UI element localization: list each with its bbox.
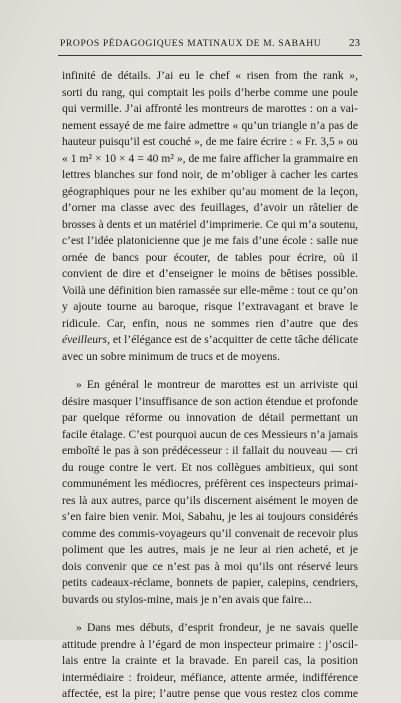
text-line: lais entre la crainte et la bravade. En pareil cas, la position bbox=[62, 654, 358, 667]
text-line: éveilleurs, et l’élégance est de s’acquitter de cette tâche délicate bbox=[62, 333, 359, 346]
text-line: lettres blanches sur fond noir, de m’obliger à cacher les cartes bbox=[62, 168, 358, 181]
header-rule bbox=[58, 55, 362, 56]
text-line: petits cadeaux-réclame, bonnets de papier, calepins, cendriers, bbox=[62, 576, 358, 589]
body-text bbox=[62, 68, 359, 700]
text-line: facile étalage. C’est pourquoi aucun de ces Messieurs n’a jamais bbox=[62, 428, 358, 441]
running-title: PROPOS PÉDAGOGIQUES MATINAUX DE M. SABAHU bbox=[60, 38, 322, 49]
text-line: ornée de bancs pour écouter, de tables pour écrire, où il bbox=[62, 250, 358, 264]
text-line: par quelque réforme ou innovation de détail permettant un bbox=[62, 411, 358, 424]
page-number: 23 bbox=[349, 37, 360, 49]
paragraph-2 bbox=[62, 377, 358, 608]
text-line: emboîté le pas à son prédécesseur : il fallait du nouveau — cri bbox=[62, 444, 358, 457]
text-line: affectée, est la pire; l’autre pense que vous restez clos comme bbox=[62, 687, 358, 700]
text-line: convient de dire et d’enseigner le moins de bêtises possible. bbox=[62, 267, 358, 280]
text-line: » Dans mes débuts, d’esprit frondeur, je ne savais quelle bbox=[76, 621, 358, 634]
text-line: res là aux autres, parce qu’ils discernent aisément le moyen de bbox=[62, 493, 358, 507]
text-line: d’orner ma classe avec des feuillages, d’avoir un râtelier de bbox=[62, 201, 358, 214]
text-line: comme des commis-voyageurs qu’il convenait de recevoir plus bbox=[62, 526, 358, 540]
text-line: « 1 m² × 10 × 4 = 40 m² », de me faire afficher la grammaire en bbox=[62, 151, 358, 165]
text-line: intermédiaire : froideur, méfiance, attente armée, indifférence bbox=[62, 670, 358, 684]
text-line: avec un sobre minimum de trucs et de moyens. bbox=[62, 349, 280, 363]
text-line: communément les médiocres, préfèrent ces inspecteurs primai- bbox=[62, 477, 358, 490]
text-line: Voilà une définition bien ramassée sur elle-même : tout ce qu’on bbox=[62, 284, 358, 297]
text-line: sorti du rang, qui comptait les poils d’herbe comme une poule bbox=[62, 85, 358, 99]
text-line: géographiques pour ne les exhiber qu’au moment de la leçon, bbox=[62, 184, 358, 198]
paragraph-gap bbox=[62, 365, 358, 377]
text-line: ridicule. Car, enfin, nous ne sommes rien d’autre que des bbox=[62, 316, 358, 330]
text-line: dois convenir que ce n’est pas à moi qu’ils ont réservé leurs bbox=[62, 559, 358, 573]
text-line: poliment que les autres, mais je ne leur ai rien acheté, et je bbox=[62, 543, 358, 556]
text-line: s’en faire bien venir. Moi, Sabahu, je les ai toujours considérés bbox=[62, 510, 358, 523]
text-line: buvards ou stylos-mine, mais je n’en avais que faire... bbox=[62, 592, 312, 606]
text-line: y ajoute tourne au baroque, risque l’extravagant et brave le bbox=[62, 300, 358, 313]
paragraph-1 bbox=[62, 68, 358, 365]
text-line: hauteur puisqu’il est couché », de me faire écrire : « Fr. 3,5 » ou bbox=[62, 136, 358, 148]
text-line: qui vermille. J’ai affronté les montreurs de marottes : on a vai- bbox=[62, 102, 358, 115]
text-line: nement essayé de me faire admettre « qu’un triangle n’a pas de bbox=[62, 118, 358, 132]
italic-word: éveilleurs bbox=[62, 333, 108, 346]
paragraph-3 bbox=[62, 620, 358, 703]
running-head bbox=[60, 38, 360, 52]
text-line: du rouge contre le vert. Et nos collègues ambitieux, qui sont bbox=[62, 460, 358, 474]
text-line: c’est l’idée platonicienne que je me fais d’une école : salle nue bbox=[62, 234, 358, 247]
text-line: désire masquer l’insuffisance de son action étendue et profonde bbox=[62, 394, 358, 408]
text-line: » En général le montreur de marottes est un arriviste qui bbox=[76, 378, 358, 391]
text-line: infinité de détails. J’ai eu le chef « risen from the rank », bbox=[62, 69, 358, 82]
text-line: brosses à dents et un matériel d’imprimerie. Ce qui m’a soutenu, bbox=[62, 218, 358, 231]
paragraph-gap bbox=[62, 608, 358, 620]
text-line: attitude prendre à l’égard de mon inspecteur primaire : j’oscil- bbox=[62, 637, 358, 651]
